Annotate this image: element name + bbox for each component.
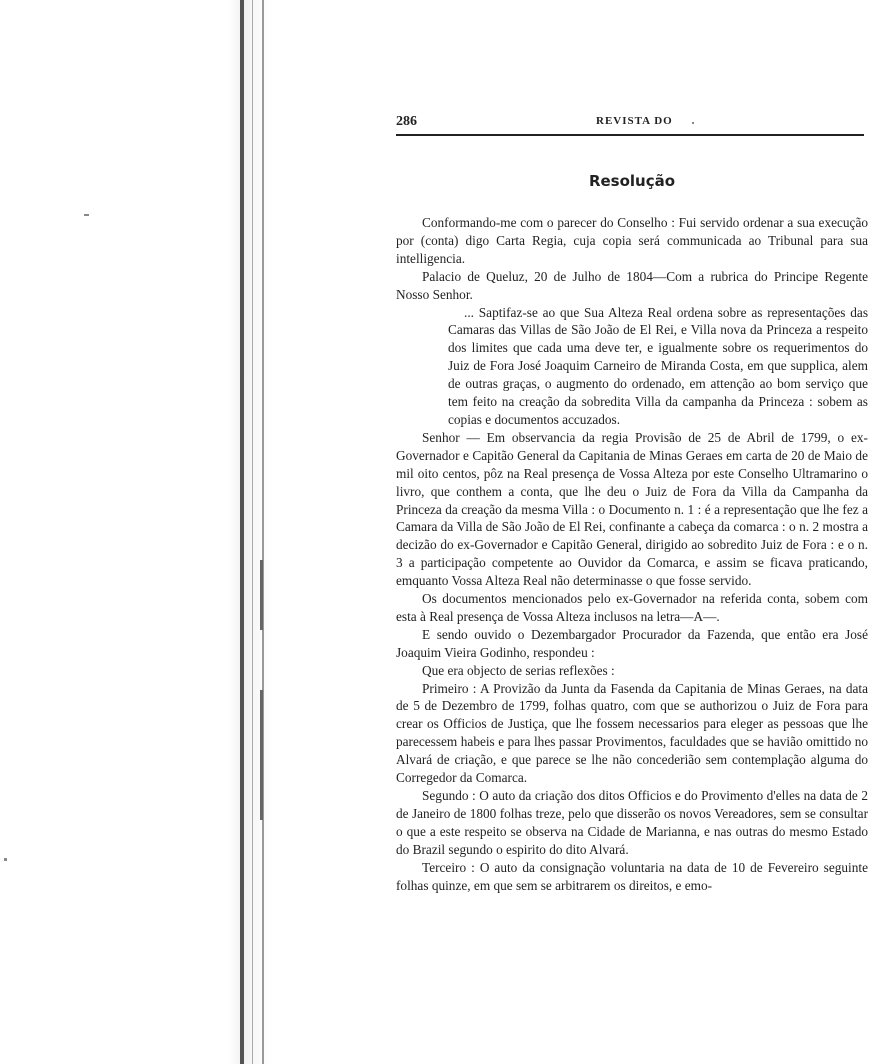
page-header [396, 112, 868, 132]
paragraph: Os documentos mencionados pelo ex-Governador na referida conta, sobem com esta à Real presença de Vossa Alteza inclusos na letra—A—. [396, 591, 868, 624]
spine-line [252, 0, 253, 1064]
page-number: 286 [396, 114, 417, 129]
book-gutter [228, 0, 272, 1064]
paragraph: Senhor — Em observancia da regia Provisão de 25 de Abril de 1799, o ex-Governador e Capitão General da Capitania de Minas Geraes em carta de 20 de Maio de mil oito centos, pôz na Real presença de Vossa Alteza por este Conselho Ultramarino o livro, que conthem a conta, que lhe deu o Juiz de Fora da Villa da Campanha da Princeza da creação da mesma Villa : o Documento n. 1 : é a representação que lhe fez a Camara da Villa de São João de El Rei, confinante a cabeça da comarca : o n. 2 mostra a decizão do ex-Governador e Capitão General, dirigido ao sobredito Juiz de Fora : e o n. 3 a participação competente ao Ouvidor da Comarca, e assim se ficava praticando, emquanto Vossa Alteza Real não determinasse o que fosse servido. [396, 429, 868, 589]
paragraph: Terceiro : O auto da consignação voluntaria na data de 10 de Fevereiro seguinte folhas quinze, em que sem se arbitrarem os direitos, e emo- [396, 859, 868, 893]
quoted-paragraph: ... Saptifaz-se ao que Sua Alteza Real ordena sobre as representações das Camaras das Villas de São João de El Rei, e Villa nova da Princeza a respeito dos limites que cada uma deve ter, e igualmente sobre os requerimentos do Juiz de Fora José Joaquim Carneiro de Miranda Costa, em que supplica, alem de outras graças, o augmento do ordenado, em attenção ao bom serviço que tem feito na creação da sobredita Villa da campanha da Princeza : sobem as copias e documentos accuzados. [448, 304, 868, 427]
paragraph: Que era objecto de serias reflexões : [422, 662, 615, 678]
body-text [396, 214, 868, 894]
header-rule [396, 134, 864, 136]
spine-mark [260, 560, 263, 630]
paragraph: Conformando-me com o parecer do Conselho : Fui servido ordenar a sua execução por (conta) digo Carta Regia, cuja copia será communicada ao Tribunal para sua intelligencia. [396, 215, 868, 266]
paragraph: Primeiro : A Provizão da Junta da Fasenda da Capitania de Minas Geraes, na data de 5 de Dezembro de 1799, folhas quatro, com que se authorizou o Juiz de Fora para crear os Officios de Justiça, que lhe fossem necessarios para eleger as pessoas que lhe parecessem habeis e para lhes passar Provimentos, faculdades que se havião omittido no Alvará de criação, e que parece se lhe não concederião sem contemplação alguma do Corregedor da Comarca. [396, 680, 868, 786]
spine-line [240, 0, 244, 1064]
paragraph: Palacio de Queluz, 20 de Julho de 1804—Com a rubrica do Principe Regente Nosso Senhor. [396, 268, 868, 302]
scan-speck [84, 214, 89, 216]
paragraph: E sendo ouvido o Dezembargador Procurador da Fazenda, que então era José Joaquim Vieira Godinho, respondeu : [396, 626, 868, 660]
spine-line [262, 0, 264, 1064]
section-heading: Resolução [588, 172, 676, 190]
page [396, 112, 868, 894]
spine-mark [260, 690, 263, 820]
scan-speck [4, 858, 7, 861]
paragraph: Segundo : O auto da criação dos ditos Officios e do Provimento d'elles na data de 2 de Janeiro de 1800 folhas treze, pelo que disserão os novos Vereadores, sem se consultar o que a este respeito se observa na Cidade de Marianna, e nas outras do mesmo Estado do Brazil segundo o espirito do dito Alvará. [396, 788, 868, 857]
running-head: REVISTA DO [596, 115, 673, 127]
